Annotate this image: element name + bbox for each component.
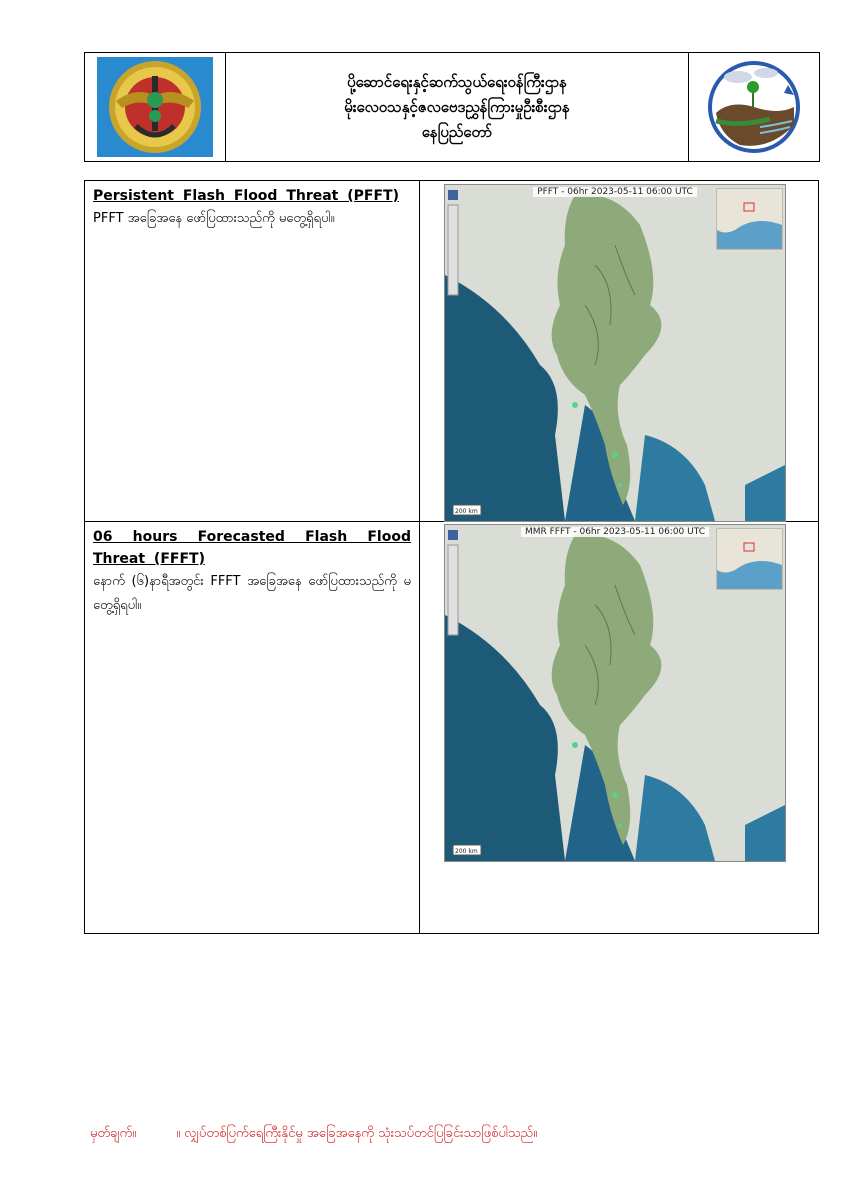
ffft-text-cell <box>85 522 420 933</box>
footer-text: ။ လျှပ်တစ်ပြက်ရေကြီးနိုင်မှု အခြေအနေကို သုံးသပ်တင်ပြခြင်းသာဖြစ်ပါသည်။ <box>176 1126 538 1141</box>
ffft-map-title: MMR FFFT - 06hr 2023-05-11 06:00 UTC <box>445 527 785 537</box>
ministry-logo-cell <box>85 53 226 161</box>
header-title-line1: ပို့ဆောင်ရေးနှင့်ဆက်သွယ်ရေးဝန်ကြီးဌာန <box>347 72 567 91</box>
pfft-scale-label: 200 km <box>455 508 478 515</box>
content-table <box>84 180 819 934</box>
dmh-logo <box>700 55 808 159</box>
ffft-map <box>444 524 786 862</box>
pfft-text-cell <box>85 181 420 521</box>
header-title-line3: နေပြည်တော် <box>421 122 493 141</box>
pfft-map-title: PFFT - 06hr 2023-05-11 06:00 UTC <box>445 187 785 197</box>
pfft-map-cell <box>420 181 818 521</box>
ffft-map-cell <box>420 522 818 933</box>
header-title-line2: မိုးလေဝသနှင့်ဇလဗေဒညွှန်ကြားမှုဦးစီးဌာန <box>344 97 570 116</box>
ffft-body: နောက် (၆)နာရီအတွင်း FFFT အခြေအနေ ဖော်ပြထားသည်ကို မတွေ့ရှိရပါ။ <box>93 574 411 613</box>
pfft-map-graphic <box>445 185 785 521</box>
pfft-heading: Persistent Flash Flood Threat (PFFT) <box>93 188 399 204</box>
pfft-body: PFFT အခြေအနေ ဖော်ပြထားသည်ကို မတွေ့ရှိရပါ။ <box>93 211 335 226</box>
ffft-heading: 06 hours Forecasted Flash Flood Threat (FFFT) <box>93 529 411 567</box>
ffft-row <box>85 522 818 933</box>
pfft-map <box>444 184 786 522</box>
ffft-scale-label: 200 km <box>455 848 478 855</box>
footer-label: မှတ်ချက်။ <box>90 1126 137 1141</box>
dmh-logo-cell <box>688 53 819 161</box>
pfft-row <box>85 181 818 522</box>
footer-note <box>90 1125 537 1144</box>
document-header <box>84 52 820 162</box>
header-title <box>226 53 688 161</box>
ministry-logo <box>96 56 214 158</box>
ffft-map-graphic <box>445 525 785 861</box>
